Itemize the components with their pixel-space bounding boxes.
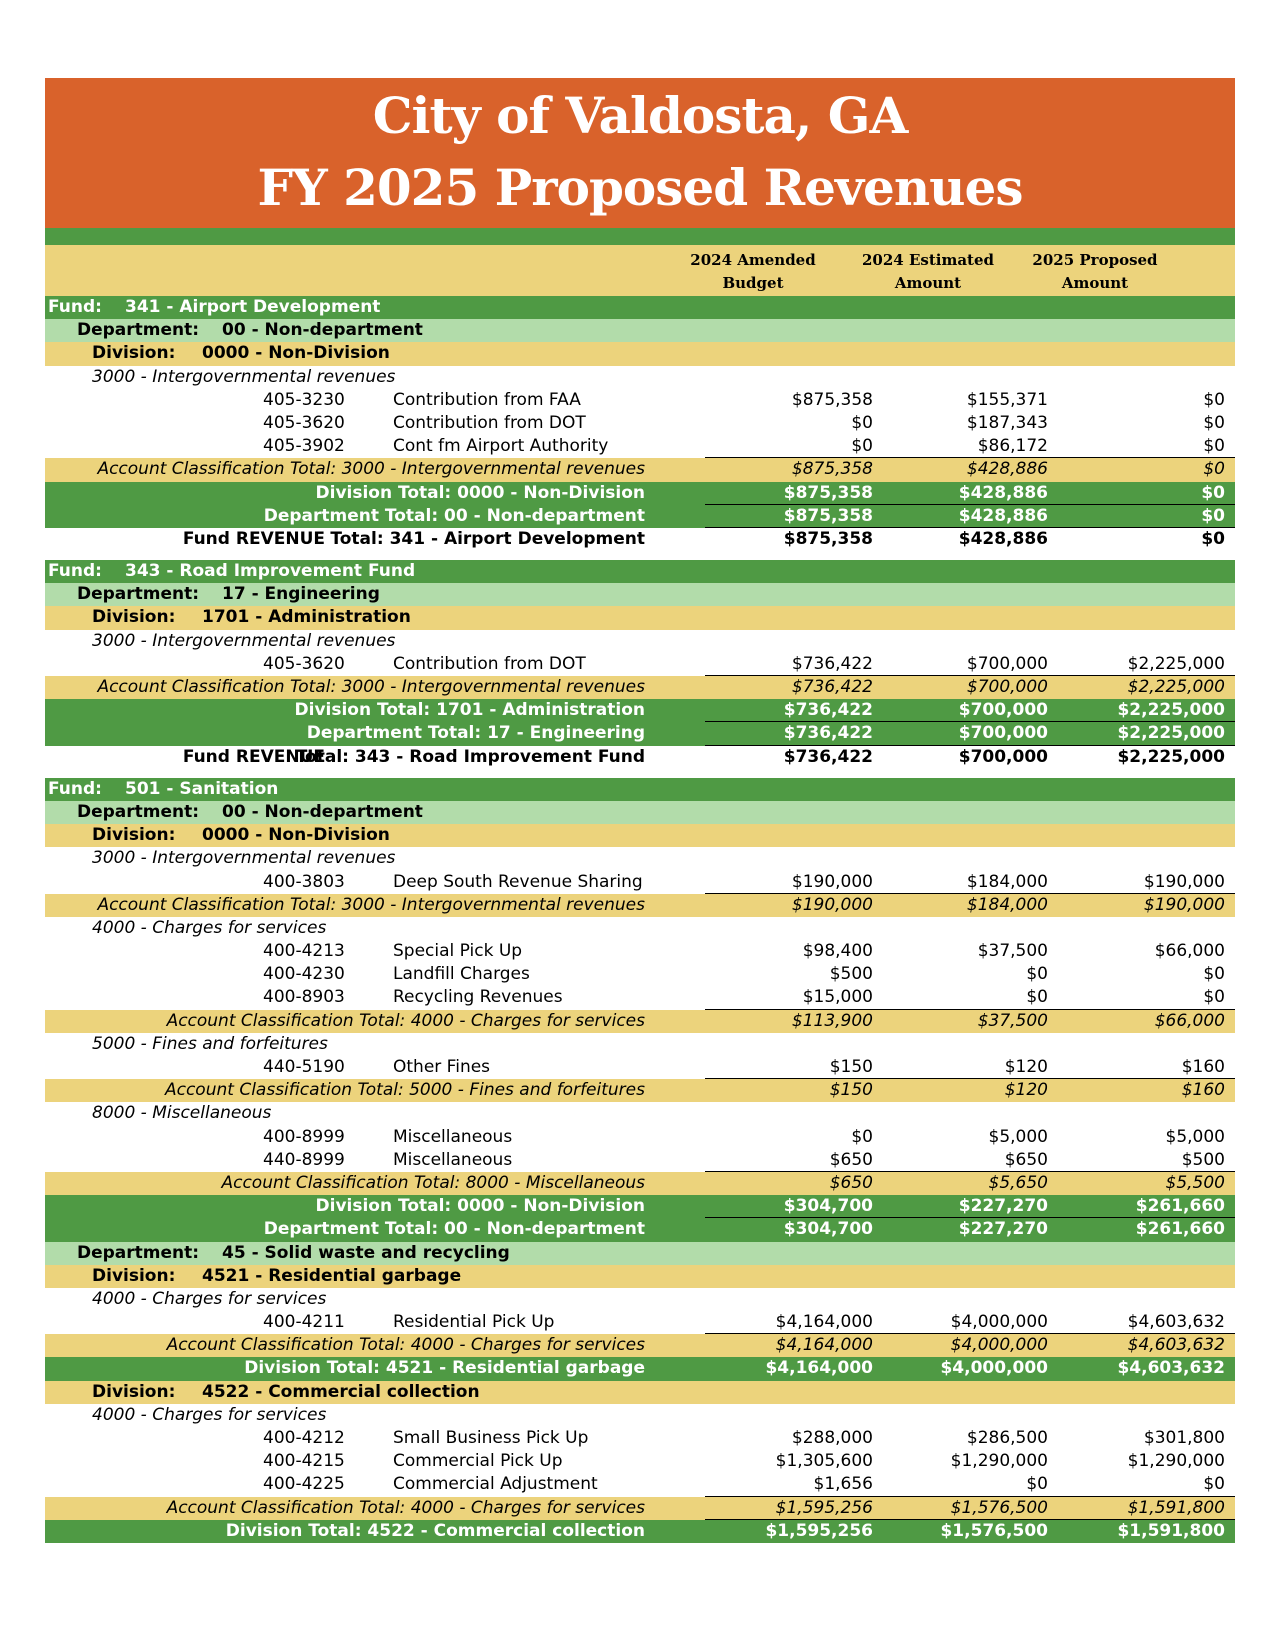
fund-header-row [45, 296, 1235, 319]
account-description: Miscellaneous [393, 1149, 513, 1170]
value-2024-amended: $0 [851, 1126, 873, 1147]
line-item-row [45, 871, 1235, 894]
value-2025-proposed: $66,000 [1154, 941, 1225, 962]
total-label: Department Total: 00 - Non-department [263, 505, 645, 526]
department-total-row [45, 722, 1235, 745]
value-2025-proposed: $500 [1181, 1149, 1225, 1170]
value-2024-amended: $15,000 [802, 987, 873, 1008]
value-2025-proposed: $301,800 [1143, 1428, 1225, 1448]
value-2025-proposed: $0 [1201, 505, 1225, 526]
total-label: Account Classification Total: 4000 - Charges for services [166, 1010, 645, 1031]
account-description: Commercial Pick Up [393, 1451, 563, 1472]
dept-label: Department: [77, 801, 200, 822]
value-2024-estimated: $0 [1026, 1474, 1048, 1495]
value-2025-proposed: $0 [1203, 389, 1225, 410]
value-2024-estimated: $0 [1026, 987, 1048, 1008]
value-2025-proposed: $1,591,800 [1117, 1520, 1225, 1541]
account-description: Contribution from FAA [393, 389, 581, 410]
div-label: Division: [92, 1381, 176, 1402]
value-2024-amended: $875,358 [783, 505, 873, 526]
value-2025-proposed: $0 [1201, 528, 1225, 549]
account-total-row [45, 1079, 1235, 1102]
row-spacer [45, 551, 1235, 560]
account-description: Recycling Revenues [393, 987, 563, 1008]
value-2025-proposed: $0 [1203, 964, 1225, 985]
value-2024-estimated: $4,000,000 [950, 1312, 1048, 1333]
value-2024-amended: $0 [851, 412, 873, 433]
value-2024-estimated: $700,000 [958, 700, 1048, 721]
account-description: Commercial Adjustment [393, 1474, 598, 1495]
account-description: Deep South Revenue Sharing [393, 871, 643, 892]
col-2025-proposed: 2025 Proposed Amount [1032, 251, 1158, 292]
div-name: 4522 - Commercial collection [202, 1381, 480, 1402]
value-2024-estimated: $428,886 [966, 459, 1048, 480]
value-2025-proposed: $0 [1203, 1474, 1225, 1495]
line-item-row [45, 435, 1235, 458]
total-label: Department Total: 17 - Engineering [306, 723, 645, 744]
value-2024-amended: $736,422 [783, 700, 873, 721]
value-2024-estimated: $227,270 [958, 1196, 1048, 1217]
account-class-row [45, 1102, 1235, 1125]
account-description: Landfill Charges [393, 964, 530, 985]
account-class-label: 4000 - Charges for services [92, 1404, 327, 1425]
dept-header-row [45, 801, 1235, 824]
account-code: 440-5190 [263, 1057, 345, 1077]
value-2024-estimated: $700,000 [958, 723, 1048, 744]
dept-label: Department: [77, 320, 200, 341]
total-label: Account Classification Total: 5000 - Fines and forfeitures [164, 1080, 645, 1101]
fund-header-row [45, 560, 1235, 583]
value-2025-proposed: $160 [1181, 1080, 1225, 1101]
div-name: 0000 - Non-Division [202, 343, 390, 364]
value-2024-amended: $150 [829, 1057, 873, 1077]
total-label: Account Classification Total: 4000 - Charges for services [166, 1497, 645, 1518]
account-total-row [45, 894, 1235, 917]
div-name: 0000 - Non-Division [202, 825, 390, 846]
account-code: 405-3902 [263, 436, 345, 457]
div-label: Division: [92, 825, 176, 846]
division-total-row [45, 1357, 1235, 1380]
value-2024-amended: $0 [851, 436, 873, 457]
value-2024-estimated: $5,000 [988, 1126, 1048, 1147]
value-2024-amended: $98,400 [802, 941, 873, 962]
account-class-label: 3000 - Intergovernmental revenues [92, 630, 396, 651]
value-2024-estimated: $700,000 [958, 746, 1048, 767]
account-description: Special Pick Up [393, 941, 523, 962]
account-class-label: 4000 - Charges for services [92, 1288, 327, 1309]
value-2025-proposed: $2,225,000 [1127, 677, 1225, 697]
line-item-row [45, 1056, 1235, 1079]
total-label: Account Classification Total: 4000 - Charges for services [166, 1335, 645, 1356]
value-2024-estimated: $187,343 [966, 412, 1048, 433]
account-class-row [45, 1033, 1235, 1056]
account-code: 400-8903 [263, 987, 345, 1008]
dept-name: 00 - Non-department [222, 801, 423, 822]
fund-total-row [45, 528, 1235, 551]
value-2024-estimated: $428,886 [958, 528, 1048, 549]
value-2024-amended: $736,422 [791, 653, 873, 674]
value-2025-proposed: $0 [1203, 459, 1225, 480]
fund-name: 501 - Sanitation [125, 778, 279, 799]
account-code: 405-3230 [263, 389, 345, 410]
account-description: Residential Pick Up [393, 1312, 555, 1333]
value-2024-estimated: $184,000 [966, 894, 1048, 915]
column-header [45, 245, 1235, 296]
value-2024-amended: $1,656 [813, 1474, 873, 1495]
value-2024-amended: $288,000 [791, 1428, 873, 1448]
value-2025-proposed: $160 [1181, 1057, 1225, 1077]
total-label: Division Total: 0000 - Non-Division [315, 1196, 645, 1217]
div-label: Division: [92, 1265, 176, 1286]
value-2025-proposed: $190,000 [1143, 894, 1225, 915]
divider-bar [45, 228, 1235, 245]
account-code: 440-8999 [263, 1149, 345, 1170]
line-item-row [45, 986, 1235, 1009]
div-name: 1701 - Administration [202, 607, 411, 628]
dept-header-row [45, 583, 1235, 606]
value-2024-estimated: $86,172 [977, 436, 1048, 457]
total-label: Division Total: 1701 - Administration [294, 700, 645, 721]
value-2025-proposed: $1,591,800 [1127, 1497, 1225, 1518]
div-header-row [45, 1265, 1235, 1288]
account-total-row [45, 458, 1235, 481]
dept-name: 45 - Solid waste and recycling [222, 1242, 510, 1263]
value-2024-estimated: $5,650 [988, 1172, 1048, 1193]
value-2025-proposed: $66,000 [1154, 1010, 1225, 1031]
account-class-row [45, 1288, 1235, 1311]
total-label: Department Total: 00 - Non-department [263, 1219, 645, 1240]
account-description: Contribution from DOT [393, 412, 586, 433]
value-2024-estimated: $184,000 [966, 871, 1048, 892]
value-2024-estimated: $37,500 [977, 941, 1048, 962]
value-2024-estimated: $227,270 [958, 1219, 1048, 1240]
value-2025-proposed: $4,603,632 [1127, 1312, 1225, 1333]
account-code: 400-4212 [263, 1428, 345, 1448]
account-description: Cont fm Airport Authority [393, 436, 609, 457]
value-2024-estimated: $120 [1004, 1057, 1048, 1077]
fund-name: 341 - Airport Development [125, 297, 381, 317]
value-2025-proposed: $0 [1203, 436, 1225, 457]
account-total-row [45, 1334, 1235, 1357]
title-banner [45, 78, 1235, 228]
value-2025-proposed: $5,500 [1165, 1172, 1225, 1193]
division-total-row [45, 1195, 1235, 1218]
col-2024-estimated: 2024 Estimated Amount [861, 251, 995, 292]
value-2024-estimated: $4,000,000 [940, 1358, 1048, 1379]
div-label: Division: [92, 343, 176, 364]
account-code: 400-4225 [263, 1474, 345, 1495]
value-2024-estimated: $700,000 [966, 653, 1048, 674]
value-2025-proposed: $261,660 [1135, 1196, 1225, 1217]
account-code: 405-3620 [263, 653, 345, 674]
account-code: 400-4211 [263, 1312, 345, 1333]
fund-revenue-label: Fund REVENUE [182, 746, 325, 767]
account-class-row [45, 847, 1235, 870]
total-label: Total: 341 - Airport Development [330, 528, 645, 549]
total-label: Total: 343 - Road Improvement Fund [295, 746, 645, 767]
value-2025-proposed: $4,603,632 [1127, 1335, 1225, 1356]
value-2024-amended: $150 [829, 1080, 873, 1101]
div-label: Division: [92, 607, 176, 628]
value-2024-amended: $113,900 [791, 1010, 873, 1031]
value-2024-amended: $875,358 [791, 459, 873, 480]
line-item-row [45, 940, 1235, 963]
value-2024-estimated: $428,886 [958, 482, 1048, 503]
account-code: 405-3620 [263, 412, 345, 433]
total-label: Account Classification Total: 3000 - Intergovernmental revenues [97, 459, 645, 480]
dept-name: 00 - Non-department [222, 320, 423, 341]
value-2025-proposed: $0 [1203, 987, 1225, 1008]
line-item-row [45, 1450, 1235, 1473]
total-label: Division Total: 4521 - Residential garbage [244, 1358, 645, 1379]
value-2024-amended: $304,700 [783, 1219, 873, 1240]
value-2024-amended: $736,422 [783, 746, 873, 767]
line-item-row [45, 1473, 1235, 1496]
value-2024-amended: $736,422 [783, 723, 873, 744]
account-code: 400-3803 [263, 871, 345, 892]
line-item-row [45, 653, 1235, 676]
div-name: 4521 - Residential garbage [202, 1265, 462, 1286]
page-subtitle: FY 2025 Proposed Revenues [257, 158, 1023, 217]
fund-header-row [45, 778, 1235, 801]
value-2024-amended: $1,595,256 [765, 1520, 873, 1541]
line-item-row [45, 1427, 1235, 1450]
account-class-label: 4000 - Charges for services [92, 917, 327, 938]
account-class-row [45, 630, 1235, 653]
division-total-row [45, 1520, 1235, 1543]
department-total-row [45, 1218, 1235, 1241]
fund-label: Fund: [48, 561, 102, 582]
value-2024-amended: $500 [829, 964, 873, 985]
value-2025-proposed: $2,225,000 [1117, 700, 1225, 721]
account-description: Other Fines [393, 1057, 491, 1077]
division-total-row [45, 482, 1235, 505]
account-code: 400-8999 [263, 1126, 345, 1147]
value-2025-proposed: $0 [1203, 412, 1225, 433]
value-2024-estimated: $428,886 [958, 505, 1048, 526]
dept-label: Department: [77, 1242, 200, 1263]
value-2024-estimated: $120 [1004, 1080, 1048, 1101]
value-2024-amended: $875,358 [783, 528, 873, 549]
division-total-row [45, 699, 1235, 722]
account-description: Small Business Pick Up [393, 1428, 589, 1448]
account-code: 400-4230 [263, 964, 345, 985]
div-header-row [45, 342, 1235, 365]
dept-name: 17 - Engineering [222, 584, 380, 605]
dept-label: Department: [77, 584, 200, 605]
fund-revenue-label: Fund REVENUE [182, 528, 325, 549]
line-item-row [45, 412, 1235, 435]
department-total-row [45, 505, 1235, 528]
account-class-row [45, 1404, 1235, 1427]
total-label: Account Classification Total: 8000 - Miscellaneous [221, 1172, 645, 1193]
value-2024-amended: $304,700 [783, 1196, 873, 1217]
total-label: Division Total: 0000 - Non-Division [315, 482, 645, 503]
fund-label: Fund: [48, 297, 102, 317]
line-item-row [45, 963, 1235, 986]
value-2024-amended: $650 [829, 1149, 873, 1170]
account-class-row [45, 917, 1235, 940]
account-total-row [45, 676, 1235, 699]
value-2024-amended: $875,358 [791, 389, 873, 410]
value-2025-proposed: $2,225,000 [1127, 653, 1225, 674]
value-2024-estimated: $0 [1026, 964, 1048, 985]
fund-label: Fund: [48, 778, 102, 799]
account-class-label: 5000 - Fines and forfeitures [92, 1033, 328, 1054]
value-2024-amended: $4,164,000 [775, 1335, 873, 1356]
value-2024-estimated: $700,000 [966, 677, 1048, 697]
page-title: City of Valdosta, GA [372, 86, 908, 145]
value-2024-amended: $650 [829, 1172, 873, 1193]
value-2025-proposed: $4,603,632 [1117, 1358, 1225, 1379]
value-2024-amended: $190,000 [791, 894, 873, 915]
value-2025-proposed: $5,000 [1165, 1126, 1225, 1147]
account-code: 400-4213 [263, 941, 345, 962]
value-2024-estimated: $4,000,000 [950, 1335, 1048, 1356]
account-description: Miscellaneous [393, 1126, 513, 1147]
fund-name: 343 - Road Improvement Fund [125, 561, 416, 582]
value-2024-estimated: $286,500 [966, 1428, 1048, 1448]
account-class-label: 3000 - Intergovernmental revenues [92, 366, 396, 387]
value-2025-proposed: $0 [1201, 482, 1225, 503]
total-label: Account Classification Total: 3000 - Intergovernmental revenues [97, 894, 645, 915]
value-2024-amended: $4,164,000 [775, 1312, 873, 1333]
account-total-row [45, 1172, 1235, 1195]
account-total-row [45, 1497, 1235, 1520]
div-header-row [45, 1381, 1235, 1404]
value-2024-estimated: $650 [1004, 1149, 1048, 1170]
dept-header-row [45, 1242, 1235, 1265]
value-2025-proposed: $190,000 [1143, 871, 1225, 892]
account-class-row [45, 366, 1235, 389]
line-item-row [45, 1126, 1235, 1149]
fund-total-row [45, 746, 1235, 769]
dept-header-row [45, 319, 1235, 342]
total-label: Account Classification Total: 3000 - Intergovernmental revenues [97, 677, 645, 697]
value-2024-estimated: $37,500 [977, 1010, 1048, 1031]
value-2024-amended: $4,164,000 [765, 1358, 873, 1379]
value-2025-proposed: $2,225,000 [1117, 746, 1225, 767]
div-header-row [45, 824, 1235, 847]
total-label: Division Total: 4522 - Commercial collection [225, 1520, 645, 1541]
account-class-label: 8000 - Miscellaneous [92, 1103, 272, 1124]
value-2024-amended: $1,595,256 [775, 1497, 873, 1518]
row-spacer [45, 769, 1235, 778]
account-total-row [45, 1010, 1235, 1033]
line-item-row [45, 1311, 1235, 1334]
value-2025-proposed: $261,660 [1135, 1219, 1225, 1240]
account-description: Contribution from DOT [393, 653, 586, 674]
line-item-row [45, 1149, 1235, 1172]
value-2024-estimated: $155,371 [966, 389, 1048, 410]
value-2024-amended: $190,000 [791, 871, 873, 892]
value-2024-amended: $875,358 [783, 482, 873, 503]
account-class-label: 3000 - Intergovernmental revenues [92, 848, 396, 869]
div-header-row [45, 606, 1235, 629]
line-item-row [45, 389, 1235, 412]
value-2024-estimated: $1,290,000 [950, 1451, 1048, 1472]
value-2025-proposed: $1,290,000 [1127, 1451, 1225, 1472]
account-code: 400-4215 [263, 1451, 345, 1472]
value-2024-estimated: $1,576,500 [940, 1520, 1048, 1541]
value-2025-proposed: $2,225,000 [1117, 723, 1225, 744]
revenue-table [45, 296, 1235, 1543]
value-2024-estimated: $1,576,500 [950, 1497, 1048, 1518]
value-2024-amended: $1,305,600 [775, 1451, 873, 1472]
col-2024-amended: 2024 Amended Budget [690, 251, 816, 292]
value-2024-amended: $736,422 [791, 677, 873, 697]
